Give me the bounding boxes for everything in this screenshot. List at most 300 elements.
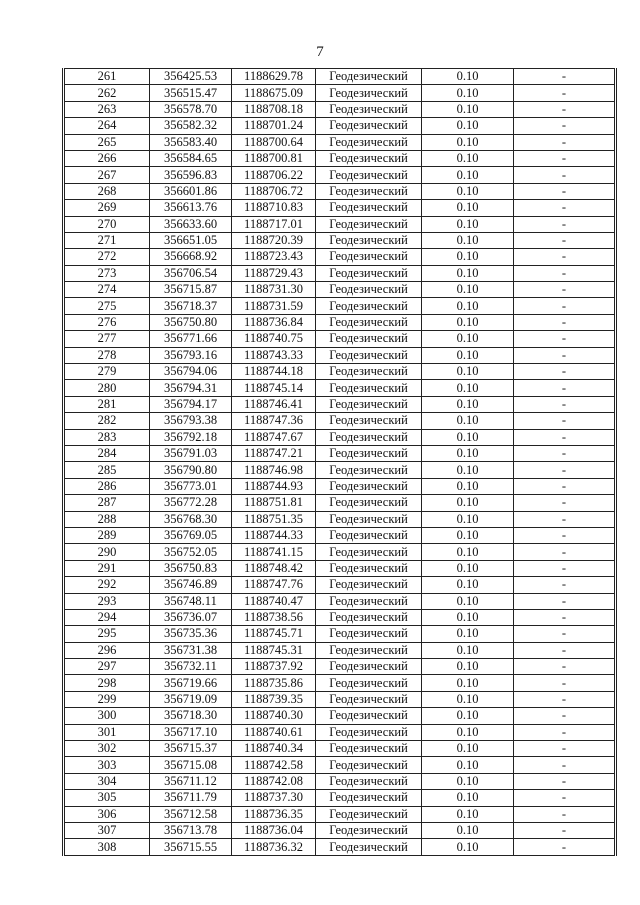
- accuracy-cell: 0.10: [422, 232, 514, 248]
- method-cell: Геодезический: [316, 445, 422, 461]
- description-cell: -: [514, 560, 616, 576]
- table-row: [64, 364, 616, 380]
- method-cell: Геодезический: [316, 773, 422, 789]
- y-coordinate-cell: 1188751.35: [232, 511, 316, 527]
- method-cell: Геодезический: [316, 134, 422, 150]
- accuracy-cell: 0.10: [422, 642, 514, 658]
- accuracy-cell: 0.10: [422, 413, 514, 429]
- point-number-cell: 269: [64, 200, 150, 216]
- description-cell: -: [514, 773, 616, 789]
- table-row: [64, 675, 616, 691]
- table-row: [64, 134, 616, 150]
- x-coordinate-cell: 356793.38: [150, 413, 232, 429]
- table-row: [64, 642, 616, 658]
- x-coordinate-cell: 356711.12: [150, 773, 232, 789]
- table-row: [64, 790, 616, 806]
- point-number-cell: 264: [64, 118, 150, 134]
- table-row: [64, 167, 616, 183]
- description-cell: -: [514, 577, 616, 593]
- method-cell: Геодезический: [316, 478, 422, 494]
- table-row: [64, 741, 616, 757]
- accuracy-cell: 0.10: [422, 265, 514, 281]
- accuracy-cell: 0.10: [422, 773, 514, 789]
- point-number-cell: 294: [64, 609, 150, 625]
- point-number-cell: 293: [64, 593, 150, 609]
- method-cell: Геодезический: [316, 282, 422, 298]
- table-row: [64, 380, 616, 396]
- method-cell: Геодезический: [316, 216, 422, 232]
- description-cell: -: [514, 232, 616, 248]
- description-cell: -: [514, 527, 616, 543]
- method-cell: Геодезический: [316, 380, 422, 396]
- y-coordinate-cell: 1188723.43: [232, 249, 316, 265]
- table-row: [64, 462, 616, 478]
- x-coordinate-cell: 356712.58: [150, 806, 232, 822]
- table-row: [64, 69, 616, 85]
- y-coordinate-cell: 1188739.35: [232, 691, 316, 707]
- y-coordinate-cell: 1188738.56: [232, 609, 316, 625]
- table-row: [64, 85, 616, 101]
- accuracy-cell: 0.10: [422, 347, 514, 363]
- point-number-cell: 297: [64, 659, 150, 675]
- point-number-cell: 306: [64, 806, 150, 822]
- y-coordinate-cell: 1188706.72: [232, 183, 316, 199]
- description-cell: -: [514, 265, 616, 281]
- method-cell: Геодезический: [316, 724, 422, 740]
- coordinates-table: [62, 68, 617, 856]
- accuracy-cell: 0.10: [422, 101, 514, 117]
- method-cell: Геодезический: [316, 609, 422, 625]
- accuracy-cell: 0.10: [422, 577, 514, 593]
- point-number-cell: 281: [64, 396, 150, 412]
- method-cell: Геодезический: [316, 347, 422, 363]
- table-row: [64, 413, 616, 429]
- y-coordinate-cell: 1188742.08: [232, 773, 316, 789]
- x-coordinate-cell: 356715.37: [150, 741, 232, 757]
- description-cell: -: [514, 839, 616, 855]
- description-cell: -: [514, 659, 616, 675]
- accuracy-cell: 0.10: [422, 445, 514, 461]
- table-row: [64, 314, 616, 330]
- accuracy-cell: 0.10: [422, 741, 514, 757]
- point-number-cell: 279: [64, 364, 150, 380]
- y-coordinate-cell: 1188745.71: [232, 626, 316, 642]
- y-coordinate-cell: 1188708.18: [232, 101, 316, 117]
- method-cell: Геодезический: [316, 577, 422, 593]
- y-coordinate-cell: 1188740.47: [232, 593, 316, 609]
- y-coordinate-cell: 1188700.64: [232, 134, 316, 150]
- method-cell: Геодезический: [316, 495, 422, 511]
- accuracy-cell: 0.10: [422, 118, 514, 134]
- description-cell: -: [514, 249, 616, 265]
- point-number-cell: 277: [64, 331, 150, 347]
- point-number-cell: 303: [64, 757, 150, 773]
- point-number-cell: 299: [64, 691, 150, 707]
- table-row: [64, 200, 616, 216]
- accuracy-cell: 0.10: [422, 167, 514, 183]
- table-row: [64, 806, 616, 822]
- table-row: [64, 577, 616, 593]
- method-cell: Геодезический: [316, 364, 422, 380]
- x-coordinate-cell: 356578.70: [150, 101, 232, 117]
- method-cell: Геодезический: [316, 183, 422, 199]
- point-number-cell: 305: [64, 790, 150, 806]
- accuracy-cell: 0.10: [422, 593, 514, 609]
- accuracy-cell: 0.10: [422, 134, 514, 150]
- page-number: 7: [316, 44, 324, 60]
- y-coordinate-cell: 1188737.30: [232, 790, 316, 806]
- method-cell: Геодезический: [316, 560, 422, 576]
- accuracy-cell: 0.10: [422, 249, 514, 265]
- accuracy-cell: 0.10: [422, 364, 514, 380]
- accuracy-cell: 0.10: [422, 511, 514, 527]
- y-coordinate-cell: 1188742.58: [232, 757, 316, 773]
- x-coordinate-cell: 356719.66: [150, 675, 232, 691]
- point-number-cell: 292: [64, 577, 150, 593]
- x-coordinate-cell: 356769.05: [150, 527, 232, 543]
- description-cell: -: [514, 101, 616, 117]
- table-row: [64, 495, 616, 511]
- x-coordinate-cell: 356715.87: [150, 282, 232, 298]
- method-cell: Геодезический: [316, 200, 422, 216]
- y-coordinate-cell: 1188706.22: [232, 167, 316, 183]
- x-coordinate-cell: 356768.30: [150, 511, 232, 527]
- accuracy-cell: 0.10: [422, 314, 514, 330]
- x-coordinate-cell: 356794.31: [150, 380, 232, 396]
- description-cell: -: [514, 609, 616, 625]
- method-cell: Геодезический: [316, 249, 422, 265]
- point-number-cell: 288: [64, 511, 150, 527]
- table-row: [64, 478, 616, 494]
- point-number-cell: 265: [64, 134, 150, 150]
- table-row: [64, 347, 616, 363]
- point-number-cell: 261: [64, 69, 150, 85]
- x-coordinate-cell: 356583.40: [150, 134, 232, 150]
- x-coordinate-cell: 356515.47: [150, 85, 232, 101]
- method-cell: Геодезический: [316, 265, 422, 281]
- y-coordinate-cell: 1188747.36: [232, 413, 316, 429]
- description-cell: -: [514, 822, 616, 838]
- point-number-cell: 286: [64, 478, 150, 494]
- y-coordinate-cell: 1188741.15: [232, 544, 316, 560]
- y-coordinate-cell: 1188744.18: [232, 364, 316, 380]
- method-cell: Геодезический: [316, 298, 422, 314]
- method-cell: Геодезический: [316, 462, 422, 478]
- x-coordinate-cell: 356773.01: [150, 478, 232, 494]
- accuracy-cell: 0.10: [422, 822, 514, 838]
- method-cell: Геодезический: [316, 396, 422, 412]
- method-cell: Геодезический: [316, 85, 422, 101]
- y-coordinate-cell: 1188675.09: [232, 85, 316, 101]
- x-coordinate-cell: 356750.83: [150, 560, 232, 576]
- description-cell: -: [514, 298, 616, 314]
- table-row: [64, 511, 616, 527]
- x-coordinate-cell: 356713.78: [150, 822, 232, 838]
- point-number-cell: 285: [64, 462, 150, 478]
- description-cell: -: [514, 544, 616, 560]
- x-coordinate-cell: 356791.03: [150, 445, 232, 461]
- description-cell: -: [514, 757, 616, 773]
- table-row: [64, 839, 616, 855]
- x-coordinate-cell: 356633.60: [150, 216, 232, 232]
- description-cell: -: [514, 445, 616, 461]
- y-coordinate-cell: 1188746.98: [232, 462, 316, 478]
- method-cell: Геодезический: [316, 314, 422, 330]
- accuracy-cell: 0.10: [422, 85, 514, 101]
- description-cell: -: [514, 790, 616, 806]
- table-row: [64, 183, 616, 199]
- method-cell: Геодезический: [316, 790, 422, 806]
- table-row: [64, 282, 616, 298]
- x-coordinate-cell: 356794.06: [150, 364, 232, 380]
- x-coordinate-cell: 356596.83: [150, 167, 232, 183]
- description-cell: -: [514, 724, 616, 740]
- table-row: [64, 544, 616, 560]
- x-coordinate-cell: 356771.66: [150, 331, 232, 347]
- method-cell: Геодезический: [316, 413, 422, 429]
- x-coordinate-cell: 356731.38: [150, 642, 232, 658]
- point-number-cell: 280: [64, 380, 150, 396]
- description-cell: -: [514, 478, 616, 494]
- table-row: [64, 822, 616, 838]
- accuracy-cell: 0.10: [422, 69, 514, 85]
- table-row: [64, 216, 616, 232]
- y-coordinate-cell: 1188736.84: [232, 314, 316, 330]
- description-cell: -: [514, 282, 616, 298]
- point-number-cell: 304: [64, 773, 150, 789]
- y-coordinate-cell: 1188731.30: [232, 282, 316, 298]
- description-cell: -: [514, 642, 616, 658]
- y-coordinate-cell: 1188744.33: [232, 527, 316, 543]
- x-coordinate-cell: 356750.80: [150, 314, 232, 330]
- y-coordinate-cell: 1188717.01: [232, 216, 316, 232]
- point-number-cell: 287: [64, 495, 150, 511]
- accuracy-cell: 0.10: [422, 544, 514, 560]
- point-number-cell: 278: [64, 347, 150, 363]
- method-cell: Геодезический: [316, 150, 422, 166]
- description-cell: -: [514, 364, 616, 380]
- method-cell: Геодезический: [316, 675, 422, 691]
- point-number-cell: 267: [64, 167, 150, 183]
- accuracy-cell: 0.10: [422, 200, 514, 216]
- method-cell: Геодезический: [316, 527, 422, 543]
- description-cell: -: [514, 118, 616, 134]
- description-cell: -: [514, 314, 616, 330]
- x-coordinate-cell: 356715.55: [150, 839, 232, 855]
- accuracy-cell: 0.10: [422, 216, 514, 232]
- method-cell: Геодезический: [316, 544, 422, 560]
- y-coordinate-cell: 1188751.81: [232, 495, 316, 511]
- point-number-cell: 266: [64, 150, 150, 166]
- x-coordinate-cell: 356601.86: [150, 183, 232, 199]
- table-row: [64, 691, 616, 707]
- accuracy-cell: 0.10: [422, 659, 514, 675]
- y-coordinate-cell: 1188745.14: [232, 380, 316, 396]
- x-coordinate-cell: 356793.16: [150, 347, 232, 363]
- table-row: [64, 445, 616, 461]
- x-coordinate-cell: 356613.76: [150, 200, 232, 216]
- y-coordinate-cell: 1188736.35: [232, 806, 316, 822]
- y-coordinate-cell: 1188737.92: [232, 659, 316, 675]
- y-coordinate-cell: 1188740.61: [232, 724, 316, 740]
- y-coordinate-cell: 1188710.83: [232, 200, 316, 216]
- x-coordinate-cell: 356790.80: [150, 462, 232, 478]
- point-number-cell: 268: [64, 183, 150, 199]
- point-number-cell: 289: [64, 527, 150, 543]
- x-coordinate-cell: 356794.17: [150, 396, 232, 412]
- table-row: [64, 396, 616, 412]
- method-cell: Геодезический: [316, 691, 422, 707]
- table-row: [64, 609, 616, 625]
- method-cell: Геодезический: [316, 626, 422, 642]
- x-coordinate-cell: 356718.30: [150, 708, 232, 724]
- y-coordinate-cell: 1188746.41: [232, 396, 316, 412]
- table-row: [64, 265, 616, 281]
- table-row: [64, 626, 616, 642]
- y-coordinate-cell: 1188736.32: [232, 839, 316, 855]
- accuracy-cell: 0.10: [422, 626, 514, 642]
- method-cell: Геодезический: [316, 741, 422, 757]
- y-coordinate-cell: 1188748.42: [232, 560, 316, 576]
- description-cell: -: [514, 216, 616, 232]
- x-coordinate-cell: 356425.53: [150, 69, 232, 85]
- accuracy-cell: 0.10: [422, 560, 514, 576]
- point-number-cell: 263: [64, 101, 150, 117]
- x-coordinate-cell: 356719.09: [150, 691, 232, 707]
- description-cell: -: [514, 626, 616, 642]
- point-number-cell: 270: [64, 216, 150, 232]
- description-cell: -: [514, 134, 616, 150]
- point-number-cell: 296: [64, 642, 150, 658]
- table-row: [64, 150, 616, 166]
- y-coordinate-cell: 1188736.04: [232, 822, 316, 838]
- table-row: [64, 429, 616, 445]
- table-row: [64, 118, 616, 134]
- description-cell: -: [514, 495, 616, 511]
- y-coordinate-cell: 1188743.33: [232, 347, 316, 363]
- x-coordinate-cell: 356706.54: [150, 265, 232, 281]
- accuracy-cell: 0.10: [422, 691, 514, 707]
- x-coordinate-cell: 356736.07: [150, 609, 232, 625]
- table-row: [64, 298, 616, 314]
- point-number-cell: 274: [64, 282, 150, 298]
- accuracy-cell: 0.10: [422, 462, 514, 478]
- y-coordinate-cell: 1188701.24: [232, 118, 316, 134]
- description-cell: -: [514, 183, 616, 199]
- description-cell: -: [514, 691, 616, 707]
- point-number-cell: 301: [64, 724, 150, 740]
- accuracy-cell: 0.10: [422, 527, 514, 543]
- point-number-cell: 290: [64, 544, 150, 560]
- accuracy-cell: 0.10: [422, 609, 514, 625]
- table-row: [64, 232, 616, 248]
- point-number-cell: 308: [64, 839, 150, 855]
- point-number-cell: 307: [64, 822, 150, 838]
- accuracy-cell: 0.10: [422, 380, 514, 396]
- x-coordinate-cell: 356715.08: [150, 757, 232, 773]
- table-row: [64, 724, 616, 740]
- description-cell: -: [514, 462, 616, 478]
- method-cell: Геодезический: [316, 232, 422, 248]
- description-cell: -: [514, 593, 616, 609]
- table-row: [64, 773, 616, 789]
- table-row: [64, 708, 616, 724]
- table-row: [64, 331, 616, 347]
- table-row: [64, 560, 616, 576]
- x-coordinate-cell: 356748.11: [150, 593, 232, 609]
- x-coordinate-cell: 356668.92: [150, 249, 232, 265]
- point-number-cell: 283: [64, 429, 150, 445]
- accuracy-cell: 0.10: [422, 757, 514, 773]
- method-cell: Геодезический: [316, 822, 422, 838]
- x-coordinate-cell: 356718.37: [150, 298, 232, 314]
- table-row: [64, 757, 616, 773]
- description-cell: -: [514, 85, 616, 101]
- point-number-cell: 276: [64, 314, 150, 330]
- method-cell: Геодезический: [316, 118, 422, 134]
- description-cell: -: [514, 413, 616, 429]
- y-coordinate-cell: 1188629.78: [232, 69, 316, 85]
- x-coordinate-cell: 356732.11: [150, 659, 232, 675]
- accuracy-cell: 0.10: [422, 298, 514, 314]
- y-coordinate-cell: 1188720.39: [232, 232, 316, 248]
- method-cell: Геодезический: [316, 708, 422, 724]
- y-coordinate-cell: 1188729.43: [232, 265, 316, 281]
- method-cell: Геодезический: [316, 69, 422, 85]
- accuracy-cell: 0.10: [422, 183, 514, 199]
- accuracy-cell: 0.10: [422, 839, 514, 855]
- point-number-cell: 262: [64, 85, 150, 101]
- x-coordinate-cell: 356772.28: [150, 495, 232, 511]
- y-coordinate-cell: 1188744.93: [232, 478, 316, 494]
- x-coordinate-cell: 356792.18: [150, 429, 232, 445]
- description-cell: -: [514, 347, 616, 363]
- point-number-cell: 273: [64, 265, 150, 281]
- table-row: [64, 593, 616, 609]
- accuracy-cell: 0.10: [422, 282, 514, 298]
- y-coordinate-cell: 1188745.31: [232, 642, 316, 658]
- point-number-cell: 302: [64, 741, 150, 757]
- description-cell: -: [514, 150, 616, 166]
- y-coordinate-cell: 1188740.75: [232, 331, 316, 347]
- y-coordinate-cell: 1188747.76: [232, 577, 316, 593]
- accuracy-cell: 0.10: [422, 675, 514, 691]
- accuracy-cell: 0.10: [422, 708, 514, 724]
- description-cell: -: [514, 69, 616, 85]
- accuracy-cell: 0.10: [422, 495, 514, 511]
- table-row: [64, 659, 616, 675]
- x-coordinate-cell: 356717.10: [150, 724, 232, 740]
- method-cell: Геодезический: [316, 839, 422, 855]
- accuracy-cell: 0.10: [422, 478, 514, 494]
- point-number-cell: 300: [64, 708, 150, 724]
- method-cell: Геодезический: [316, 593, 422, 609]
- description-cell: -: [514, 806, 616, 822]
- point-number-cell: 282: [64, 413, 150, 429]
- table-row: [64, 101, 616, 117]
- y-coordinate-cell: 1188740.34: [232, 741, 316, 757]
- accuracy-cell: 0.10: [422, 396, 514, 412]
- y-coordinate-cell: 1188735.86: [232, 675, 316, 691]
- description-cell: -: [514, 511, 616, 527]
- point-number-cell: 271: [64, 232, 150, 248]
- point-number-cell: 295: [64, 626, 150, 642]
- x-coordinate-cell: 356746.89: [150, 577, 232, 593]
- accuracy-cell: 0.10: [422, 806, 514, 822]
- accuracy-cell: 0.10: [422, 724, 514, 740]
- accuracy-cell: 0.10: [422, 790, 514, 806]
- method-cell: Геодезический: [316, 659, 422, 675]
